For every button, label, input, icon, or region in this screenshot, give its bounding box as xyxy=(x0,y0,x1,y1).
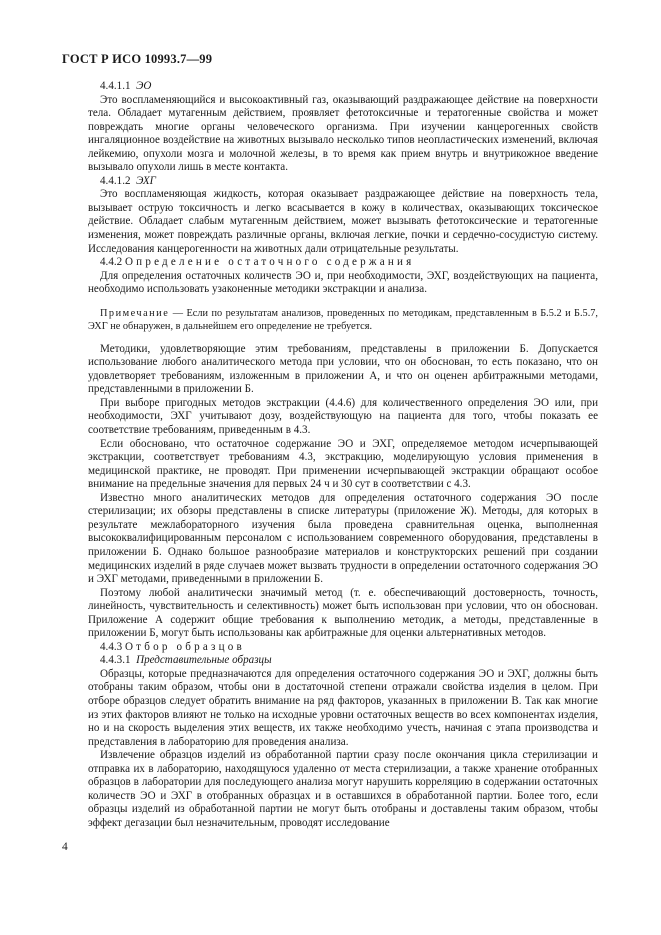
paragraph: Методики, удовлетворяющие этим требованиям, представлены в приложении Б. Допускается использование любого аналитического метода при условии, что он обоснован, то есть показано, что он удовлетворяет требованиям, изложенным в приложении А, и что он оценен арбитражными методами, представленными в приложении Б. xyxy=(88,342,598,396)
paragraph: Если обосновано, что остаточное содержание ЭО и ЭХГ, определяемое методом исчерпывающей экстракции, соответствует требованиям 4.3, экстракцию, моделирующую условия применения в медицинской практике, не проводят. При применении исчерпывающей экстракции обращают особое внимание на предельные значения для первых 24 ч и 30 сут в соответствии с 4.3. xyxy=(88,437,598,491)
section-heading-4-4-3 xyxy=(88,641,598,655)
section-title: Представительные образцы xyxy=(136,654,272,667)
document-body xyxy=(88,80,598,830)
page-number: 4 xyxy=(62,841,68,853)
section-number: 4.4.3 xyxy=(100,640,123,653)
section-heading-4-4-2 xyxy=(88,256,598,270)
section-title: ЭО xyxy=(136,80,152,92)
section-number: 4.4.3.1 xyxy=(100,654,131,667)
section-number: 4.4.1.2 xyxy=(100,174,131,187)
section-title: Отбор образцов xyxy=(124,640,245,653)
section-heading-4-4-3-1 xyxy=(88,654,598,668)
note-text: — Если по результатам анализов, проведенных по методикам, представленным в Б.5.2 и Б.5.7, ЭХГ не обнаружен, в дальнейшем его определение не требуется. xyxy=(88,307,598,332)
note-label: Примечание xyxy=(100,307,170,319)
paragraph: Поэтому любой аналитически значимый метод (т. е. обеспечивающий достоверность, точность, линейность, чувствительность и селективность) может быть использован при условии, что он обоснован. Приложение А содержит общие требования к выполнению методик, а методы, представленные в приложении Б, могут быть использованы как арбитражные для оценки альтернативных методов. xyxy=(88,586,598,640)
section-number: 4.4.1.1 xyxy=(100,80,131,92)
paragraph: При выборе пригодных методов экстракции (4.4.6) для количественного определения ЭО или, при необходимости, ЭХГ учитывают дозу, воздействующую на пациента для того, чтобы показать ее соответствие требованиям, приведенным в 4.3. xyxy=(88,396,598,437)
paragraph: Известно много аналитических методов для определения остаточного содержания ЭО после стерилизации; их обзоры представлены в списке литературы (приложение Ж). Методы, для которых в результате межлабораторного изучения была проведена сравнительная оценка, выполненная высококвалифицированным персоналом с использованием современного оборудования, представлены в приложении Б. Однако большое разнообразие материалов и конструкторских решений при создании медицинских изделий в ряде случаев может вызвать трудности в определении остаточного содержания ЭО и ЭХГ методами, приведенными в приложении Б. xyxy=(88,491,598,586)
paragraph: Образцы, которые предназначаются для определения остаточного содержания ЭО и ЭХГ, должны быть отобраны таким образом, чтобы они в достаточной степени отражали свойства изделия в целом. При отборе образцов следует обратить внимание на ряд факторов, указанных в приложении В. Так как многие из этих факторов влияют не только на исходные уровни остаточных веществ во всех компонентах изделия, но и на скорость выделения этих веществ, их также необходимо учесть, начиная с этапа производства и представления в лабораторию для проведения анализа. xyxy=(88,667,598,748)
paragraph: Это воспламеняющая жидкость, которая оказывает раздражающее действие на поверхность тела, вызывает острую токсичность и легко всасывается в кожу в количествах, оказывающих токсическое действие. Обладает слабым мутагенным действием, может вызывать фетотоксические и тератогенные изменения, может повреждать различные органы, включая легкие, почки и сердечно-сосудистую систему. Исследования канцерогенности на животных дали отрицательные результаты. xyxy=(88,188,598,255)
paragraph: Это воспламеняющийся и высокоактивный газ, оказывающий раздражающее действие на поверхности тела. Обладает мутагенным действием, проявляет фетотоксичные и тератогенные свойства и может повреждать многие органы человеческого организма. При изучении канцерогенных свойств ингаляционное воздействие на животных вызывало несколько типов неопластических изменений, включая лейкемию, опухоли мозга и молочной железы, в то время как прием внутрь и внутрикожное введение вызывало опухоли лишь в месте контакта. xyxy=(88,93,598,174)
paragraph: Для определения остаточных количеств ЭО и, при необходимости, ЭХГ, воздействующих на пациента, необходимо использовать узаконенные методики экстракции и анализа. xyxy=(88,269,598,296)
note xyxy=(88,307,598,333)
paragraph: Извлечение образцов изделий из обработанной партии сразу после окончания цикла стерилизации и отправка их в лабораторию, находящуюся удаленно от места стерилизации, а также хранение отобранных образцов в лаборатории для последующего анализа могут нарушить корреляцию в содержании остаточных количеств ЭО и ЭХГ в отобранных образцах и в оставшихся в обработанной партии. Более того, если образцы изделий из обработанной партии не могут быть отобраны и доставлены таким образом, чтобы эффект дегазации был незначительным, проводят исследование xyxy=(88,749,598,829)
section-number: 4.4.2 xyxy=(100,256,123,269)
document-header: ГОСТ Р ИСО 10993.7—99 xyxy=(62,52,213,66)
section-heading-4-4-1-1 xyxy=(88,80,598,94)
section-title: ЭХГ xyxy=(136,174,156,187)
section-title: Определение остаточного содержания xyxy=(124,256,415,269)
section-heading-4-4-1-2 xyxy=(88,175,598,189)
